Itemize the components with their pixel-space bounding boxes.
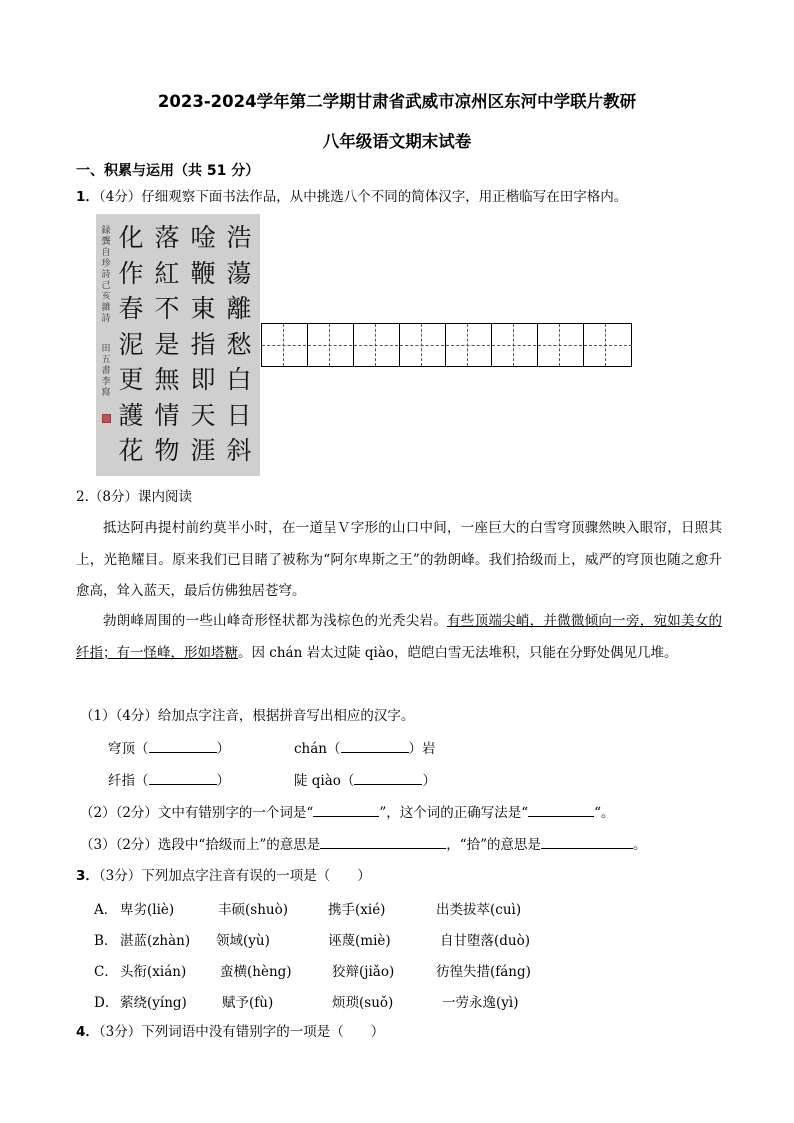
subquestion-text: （3）（2分）选段中“拾级而上”的意思是 [80, 837, 321, 853]
subquestion-3 [80, 834, 647, 855]
calligraphy-inscription: 録龔自珍詩己亥雜詩 [101, 226, 111, 324]
option-a-label[interactable]: A． [94, 902, 118, 918]
calligraphy-column-1: 浩蕩離愁白日斜 [226, 223, 252, 465]
option-a-word-4: 出类拔萃(cuì) [436, 902, 522, 918]
question-label: 课内阅读 [137, 489, 192, 505]
question-points: （4分） [98, 189, 142, 205]
paragraph-text: 。因 chán 岩太过陡 qiào，皑皑白雪无法堆积，只能在分野处偶见几堆。 [238, 644, 678, 661]
writing-cell-7[interactable] [537, 324, 582, 366]
writing-cell-4[interactable] [399, 324, 444, 366]
calligraphy-image [96, 214, 260, 476]
question-4 [76, 1022, 384, 1042]
option-b-word-1: 湛蓝(zhàn) [120, 933, 191, 949]
section-heading: 一、积累与运用（共 51 分） [76, 163, 260, 179]
option-d-word-3: 烦琐(suǒ) [332, 995, 394, 1011]
calligraphy-signature: 田五書 李寫 [101, 344, 111, 398]
question-text: 下列词语中没有错别字的一项是（ ） [141, 1024, 385, 1040]
calligraphy-column-3: 落紅不是無情物 [154, 223, 180, 465]
option-d-word-4: 一劳永逸(yì) [442, 995, 519, 1011]
blank-label: 穹顶（ [108, 741, 149, 757]
option-c-word-3: 狡辩(jiǎo) [332, 964, 395, 980]
question-number: 4． [76, 1024, 99, 1040]
answer-blank[interactable] [354, 770, 422, 785]
option-d-word-2: 赋予(fù) [222, 995, 274, 1011]
question-text: 下列加点字注音有误的一项是（ ） [141, 868, 371, 884]
answer-blank[interactable] [149, 770, 217, 785]
subquestion-2 [80, 802, 615, 823]
underlined-sentence: 有些顶端尖峭，并微微倾向一旁，宛如美女的纤指；有一怪峰，形如塔糖 [76, 613, 723, 661]
question-points: （3分） [98, 868, 142, 884]
blank-close: ） [422, 773, 436, 789]
reading-paragraph-1: 抵达阿冉提村前约莫半小时，在一道呈Ｖ字形的山口中间，一座巨大的白雪穹顶骤然映入眼帘，日照其上，光艳耀目。原来我们已目睹了被称为“阿尔卑斯之王”的勃朗峰。我们拾级而上，威严的穹顶也随之愈升愈高，耸入蓝天，最后仿佛独居苍穹。 [76, 520, 722, 599]
answer-blank[interactable] [320, 834, 446, 849]
answer-blank[interactable] [541, 834, 633, 849]
question-points: （3分） [98, 1024, 142, 1040]
option-c-word-1: 头衔(xián) [120, 964, 187, 980]
blank-label: 纤指（ [108, 773, 149, 789]
exam-title-line1: 2023-2024学年第二学期甘肃省武威市凉州区东河中学联片教研 [157, 92, 637, 111]
option-b-label[interactable]: B． [94, 933, 118, 949]
blank-close: ） [216, 773, 230, 789]
question-number: 2. [76, 489, 89, 505]
option-a-word-1: 卑劣(liè) [120, 902, 175, 918]
writing-cell-8[interactable] [583, 324, 632, 366]
writing-cell-1[interactable] [261, 324, 306, 366]
answer-blank[interactable] [149, 738, 217, 753]
option-b-word-4: 自甘堕落(duò) [440, 933, 530, 949]
option-a-word-3: 携手(xié) [328, 902, 386, 918]
blank-item-3 [108, 770, 230, 791]
question-2 [76, 487, 192, 507]
writing-grid [261, 323, 632, 367]
blank-item-2 [294, 738, 436, 759]
question-text: 仔细观察下面书法作品，从中挑选八个不同的简体汉字，用正楷临写在田字格内。 [141, 189, 628, 205]
seal-stamp [102, 414, 111, 423]
subquestion-text: 。 [633, 837, 647, 853]
paragraph-text: 勃朗峰周围的一些山峰奇形怪状都为浅棕色的光秃尖岩。 [103, 613, 448, 629]
subquestion-text: ，“拾”的意思是 [446, 837, 542, 853]
exam-title-line2: 八年级语文期末试卷 [322, 132, 472, 151]
calligraphy-column-2: 唫鞭東指即天涯 [190, 223, 216, 465]
subquestion-text: （2）（2分）文中有错别字的一个词是“ [80, 805, 314, 821]
option-c-label[interactable]: C． [94, 964, 118, 980]
writing-cell-6[interactable] [491, 324, 536, 366]
subquestion-text: “。 [594, 805, 615, 821]
blank-label: 陡 qiào（ [294, 773, 355, 789]
option-b-word-2: 领域(yù) [216, 933, 270, 949]
question-number: 1． [76, 189, 99, 205]
answer-blank[interactable] [341, 738, 409, 753]
subquestion-text: ”，这个词的正确写法是“ [379, 805, 529, 821]
question-1 [76, 187, 627, 207]
writing-cell-2[interactable] [307, 324, 352, 366]
writing-cell-5[interactable] [445, 324, 490, 366]
calligraphy-column-4: 化作春泥更護花 [118, 223, 144, 465]
question-3 [76, 866, 371, 886]
question-number: 3． [76, 868, 99, 884]
question-points: （8分） [88, 489, 138, 505]
option-d-word-1: 萦绕(yíng) [120, 995, 187, 1011]
blank-item-1 [108, 738, 230, 759]
option-c-word-4: 彷徨失措(fáng) [436, 964, 531, 980]
option-c-word-2: 蛮横(hèng) [220, 964, 292, 980]
blank-close: ） [216, 741, 230, 757]
answer-blank[interactable] [528, 802, 594, 817]
reading-paragraph-2 [76, 606, 722, 669]
blank-label: chán（ [294, 741, 341, 757]
blank-close: ）岩 [408, 741, 436, 757]
option-a-word-2: 丰硕(shuò) [218, 902, 288, 918]
writing-cell-3[interactable] [353, 324, 398, 366]
option-b-word-3: 诬蔑(miè) [328, 933, 391, 949]
answer-blank[interactable] [313, 802, 379, 817]
subquestion-1: （1）（4分）给加点字注音，根据拼音写出相应的汉字。 [80, 708, 415, 724]
option-d-label[interactable]: D． [94, 995, 119, 1011]
blank-item-4 [294, 770, 436, 791]
